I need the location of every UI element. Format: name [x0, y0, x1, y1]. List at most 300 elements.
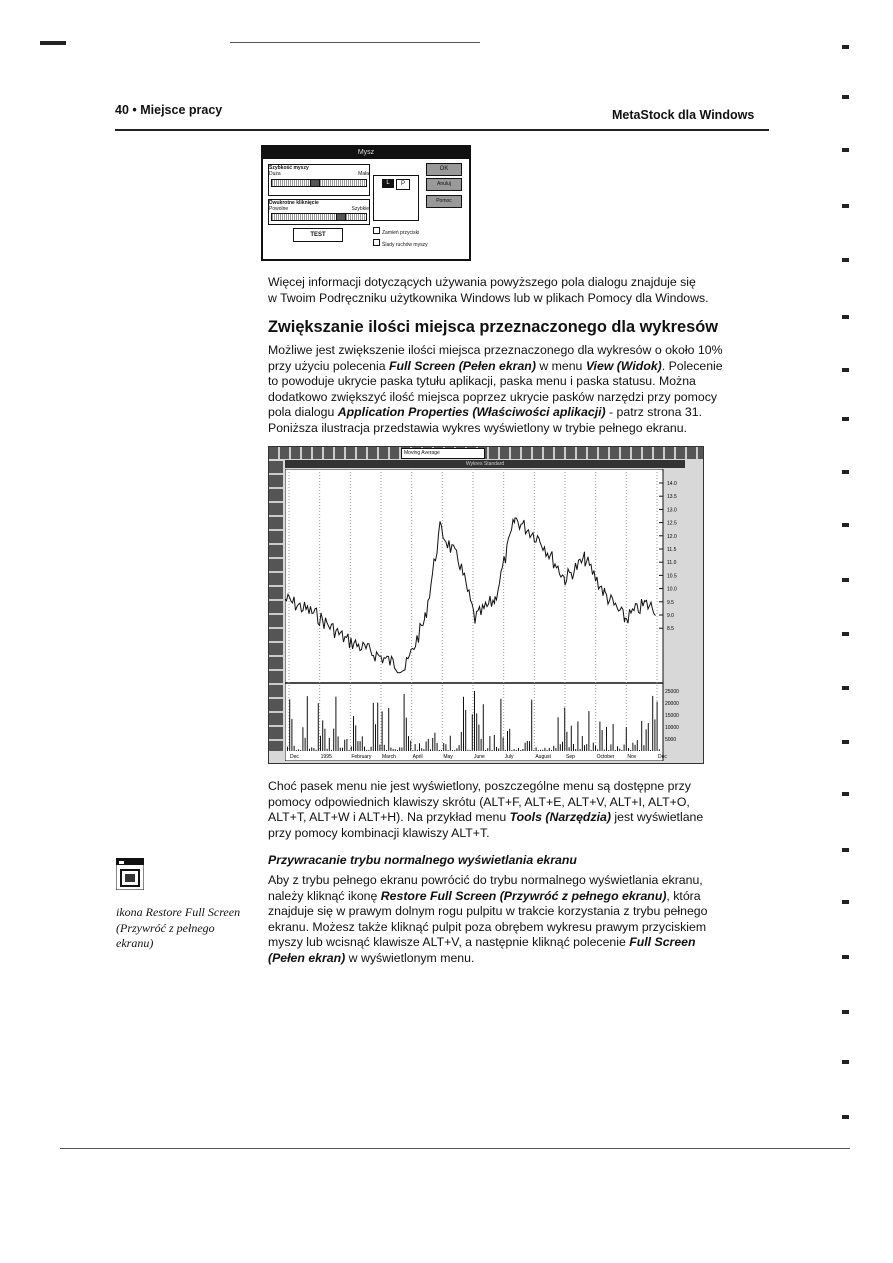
scan-mark	[842, 900, 849, 904]
volume-bar	[626, 727, 627, 751]
para1-line2: w Twoim Podręczniku użytkownika Windows lub w plikach Pomocy dla Windows.	[268, 290, 709, 305]
para3-line2: pomocy odpowiednich klawiszy skrótu (ALT+F, ALT+E, ALT+V, ALT+I, ALT+O,	[268, 794, 690, 809]
volume-bar	[646, 729, 647, 751]
volume-bar	[305, 738, 306, 751]
volume-bar	[615, 750, 616, 751]
volume-bar	[335, 697, 336, 751]
para2-line6: Poniższa ilustracja przedstawia wykres wyświetlony w trybie pełnego ekranu.	[268, 420, 687, 435]
scan-mark	[842, 258, 849, 262]
para3-line3a: ALT+T, ALT+W i ALT+H). Na przykład menu	[268, 810, 510, 825]
scan-mark	[842, 792, 849, 796]
price-tick-label: 12.5	[667, 520, 677, 527]
paragraph-1	[268, 275, 709, 306]
scan-mark	[842, 95, 849, 99]
mouse-preview-box	[373, 175, 419, 221]
volume-bar	[588, 711, 589, 751]
price-tick-label: 11.0	[667, 560, 677, 567]
volume-bar	[547, 750, 548, 751]
volume-bar	[366, 750, 367, 751]
paragraph-3	[268, 779, 703, 841]
volume-bar	[412, 750, 413, 751]
subheading: Przywracanie trybu normalnego wyświetlania ekranu	[268, 853, 577, 867]
volume-bar	[518, 748, 519, 751]
volume-bar	[619, 749, 620, 751]
full-screen-term-3: (Pełen ekran)	[268, 950, 346, 965]
toolbar	[269, 447, 703, 459]
volume-bar	[553, 746, 554, 751]
volume-bar	[564, 708, 565, 751]
volume-bar	[368, 750, 369, 751]
speed-right-label: Mała	[358, 171, 369, 177]
price-tick-label: 10.0	[667, 586, 677, 593]
volume-bar	[329, 738, 330, 751]
volume-bar	[448, 750, 449, 751]
volume-tick-label: 15000	[665, 713, 679, 719]
volume-tick-label: 25000	[665, 689, 679, 695]
volume-bar	[423, 749, 424, 751]
volume-bar	[509, 729, 510, 751]
month-label: February	[351, 754, 372, 760]
volume-bar	[472, 714, 473, 751]
volume-bar	[639, 750, 640, 751]
volume-bar	[606, 727, 607, 751]
volume-bar	[624, 745, 625, 751]
volume-bar	[360, 741, 361, 751]
price-tick-label: 13.5	[667, 494, 677, 501]
para4-line3: znajduje się w prawym dolnym rogu pulpitu w trakcie korzystania z trybu pełnego	[268, 904, 708, 919]
volume-bar	[452, 750, 453, 751]
volume-bar	[344, 740, 345, 751]
volume-bar	[635, 745, 636, 751]
volume-bar	[648, 723, 649, 751]
volume-bar	[289, 699, 290, 751]
scan-mark	[842, 955, 849, 959]
para3-line3	[268, 810, 703, 826]
volume-bar	[386, 750, 387, 751]
scan-mark	[842, 578, 849, 582]
mouse-dialog-screenshot	[261, 145, 471, 261]
volume-bar	[324, 729, 325, 751]
scan-mark	[842, 1060, 849, 1064]
volume-bar	[529, 741, 530, 751]
full-screen-chart-screenshot	[268, 446, 704, 764]
month-label: Nov	[627, 754, 637, 760]
volume-bar	[507, 731, 508, 751]
para3-line1: Choć pasek menu nie jest wyświetlony, poszczególne menu są dostępne przy	[268, 779, 691, 793]
volume-bar	[652, 696, 653, 751]
application-properties-term: Application Properties (Właściwości aplikacji)	[337, 405, 606, 420]
volume-bar	[643, 745, 644, 751]
volume-bar	[313, 748, 314, 751]
volume-bar	[331, 750, 332, 751]
volume-bar	[434, 733, 435, 751]
month-label: October	[596, 754, 615, 760]
volume-bar	[333, 729, 334, 751]
scan-mark	[842, 632, 849, 636]
price-tick-label: 12.0	[667, 533, 677, 540]
scan-line-top	[230, 42, 480, 43]
volume-axis	[665, 689, 679, 743]
month-label: Dec	[658, 754, 667, 760]
price-tick-label: 9.5	[667, 599, 674, 606]
help-button[interactable]: Pomoc	[426, 195, 462, 208]
double-click-right-label: Szybkie	[351, 206, 369, 212]
para4-line2	[268, 889, 707, 905]
volume-bar	[630, 750, 631, 751]
speed-group	[268, 164, 370, 196]
volume-bar	[410, 741, 411, 751]
scan-mark	[842, 45, 849, 49]
month-label: August	[535, 754, 551, 760]
swap-buttons-label: Zamień przyciski	[382, 230, 420, 236]
volume-bar	[406, 718, 407, 751]
volume-bar	[294, 746, 295, 751]
scan-mark	[842, 368, 849, 372]
volume-bar	[595, 746, 596, 751]
volume-bar	[485, 750, 486, 751]
volume-bar	[401, 747, 402, 751]
month-label: July	[504, 754, 514, 760]
price-tick-label: 13.0	[667, 507, 677, 514]
volume-bar	[522, 749, 523, 751]
volume-bar	[397, 750, 398, 751]
paragraph-2	[268, 343, 723, 437]
price-tick-label: 11.5	[667, 547, 677, 553]
volume-bar	[300, 750, 301, 751]
volume-bar	[632, 743, 633, 751]
volume-bar	[432, 738, 433, 751]
volume-bar	[659, 749, 660, 751]
volume-bar	[426, 741, 427, 751]
volume-bar	[533, 750, 534, 751]
chart-area	[285, 469, 703, 761]
volume-bar	[342, 748, 343, 751]
para2-line2e: . Polecenie	[661, 358, 723, 373]
volume-tick-label: 10000	[665, 725, 679, 731]
para2-line5c: - patrz strona 31.	[605, 405, 702, 420]
volume-bar	[527, 741, 528, 751]
scan-mark	[842, 470, 849, 474]
volume-bar	[450, 736, 451, 751]
volume-bar	[602, 730, 603, 751]
volume-bar	[525, 743, 526, 751]
volume-bar	[531, 700, 532, 751]
scan-mark	[842, 315, 849, 319]
full-screen-term: Full Screen (Pełen ekran)	[388, 358, 536, 373]
volume-bar	[459, 745, 460, 751]
speed-group-label: Szybkość myszy	[269, 165, 309, 171]
volume-bar	[311, 747, 312, 751]
volume-bar	[514, 749, 515, 751]
header-rule	[115, 129, 769, 131]
volume-bar	[415, 744, 416, 751]
scan-mark-top-left	[40, 41, 66, 45]
mouse-trails-checkbox[interactable]	[373, 239, 428, 248]
test-button[interactable]: TEST	[293, 228, 343, 242]
volume-bar	[516, 750, 517, 751]
para4-line1: Aby z trybu pełnego ekranu powrócić do trybu normalnego wyświetlania ekranu,	[268, 873, 703, 887]
double-click-left-label: Powolne	[269, 206, 289, 212]
para2-line5a: pola dialogu	[268, 405, 338, 420]
volume-bar	[586, 744, 587, 751]
volume-bar	[338, 736, 339, 751]
month-label: March	[382, 754, 396, 760]
volume-bar	[382, 711, 383, 751]
dialog-title: Mysz	[263, 147, 469, 159]
volume-bar	[467, 750, 468, 751]
volume-bar	[421, 748, 422, 751]
scan-mark	[842, 686, 849, 690]
volume-bar	[489, 736, 490, 751]
volume-bar	[327, 749, 328, 751]
para2-line1: Możliwe jest zwiększenie ilości miejsca przeznaczonego dla wykresów o około 10%	[268, 343, 723, 357]
scan-mark	[842, 1010, 849, 1014]
side-toolbar	[269, 461, 283, 751]
chart-window-title: Wykres Standard	[285, 460, 685, 468]
para2-line2	[268, 359, 723, 375]
volume-bar	[498, 748, 499, 751]
volume-bar	[597, 749, 598, 751]
scan-mark	[842, 417, 849, 421]
para3-line3c: jest wyświetlane	[610, 810, 704, 825]
volume-bar	[463, 697, 464, 751]
volume-bar	[654, 719, 655, 751]
volume-bar	[419, 743, 420, 751]
volume-bar	[549, 748, 550, 751]
para4-line4: ekranu. Możesz także kliknąć pulpit poza obrębem wykresu prawym przyciskiem	[268, 919, 707, 934]
double-click-group	[268, 199, 370, 225]
moving-average-field[interactable]: Moving Average	[401, 448, 485, 459]
month-label: May	[443, 754, 453, 760]
volume-bar	[364, 747, 365, 751]
month-label: 1995	[320, 754, 332, 760]
volume-bar	[483, 704, 484, 751]
volume-bar	[351, 746, 352, 751]
volume-bar	[445, 744, 446, 751]
view-menu-term: View (Widok)	[585, 358, 662, 373]
volume-bar	[573, 744, 574, 751]
caption-line3: ekranu)	[116, 936, 154, 950]
para2-line2c: w menu	[535, 358, 586, 373]
volume-bar	[540, 750, 541, 751]
icon-caption	[116, 905, 266, 952]
volume-bar	[584, 745, 585, 751]
volume-bar	[604, 750, 605, 751]
volume-bar	[637, 740, 638, 751]
volume-bar	[610, 744, 611, 751]
month-label: April	[412, 754, 423, 760]
price-tick-label: 8.5	[667, 626, 674, 633]
price-tick-label: 9.0	[667, 613, 674, 619]
volume-bar	[580, 749, 581, 751]
volume-bar	[544, 748, 545, 751]
volume-bar	[542, 750, 543, 751]
volume-bar	[487, 748, 488, 751]
para2-line2a: przy użyciu polecenia	[268, 358, 389, 373]
month-label: Dec	[290, 754, 299, 760]
section-heading: Zwiększanie ilości miejsca przeznaczonego dla wykresów	[268, 318, 719, 336]
para4-line2c: , która	[666, 888, 701, 903]
price-tick-label: 10.5	[667, 573, 677, 580]
volume-bar	[316, 750, 317, 751]
volume-bar	[470, 750, 471, 751]
left-button-box: L	[382, 179, 394, 188]
volume-bar	[582, 736, 583, 751]
running-header-left: 40 • Miejsce pracy	[115, 103, 223, 117]
para4-line5	[268, 935, 707, 951]
price-tick-label: 14.0	[667, 481, 677, 487]
volume-bar	[465, 710, 466, 751]
volume-bar	[439, 750, 440, 751]
scan-mark	[842, 1115, 849, 1119]
volume-bar	[309, 749, 310, 751]
volume-bar	[379, 745, 380, 751]
volume-bar	[371, 747, 372, 751]
volume-bar	[613, 724, 614, 751]
tools-menu-term: Tools (Narzędzia)	[509, 810, 611, 825]
restore-full-screen-icon	[116, 858, 144, 890]
para1-line1: Więcej informacji dotyczących używania powyższego pola dialogu znajduje się	[268, 275, 696, 289]
volume-bar	[608, 750, 609, 751]
volume-bar	[558, 717, 559, 751]
caption-line1: ikona Restore Full Screen	[116, 905, 241, 919]
volume-bar	[404, 694, 405, 751]
volume-bar	[551, 750, 552, 751]
para4-line2a: należy kliknąć ikonę	[268, 888, 381, 903]
volume-bar	[520, 750, 521, 751]
volume-bar	[353, 716, 354, 751]
mouse-trails-label: Ślady ruchów myszy	[382, 242, 428, 248]
volume-bar	[384, 745, 385, 751]
volume-bar	[393, 749, 394, 751]
volume-bar	[657, 702, 658, 751]
para4-line5a: myszy lub wcisnąć klawisze ALT+V, a następnie kliknąć polecenie	[268, 935, 630, 950]
volume-bar	[441, 750, 442, 751]
volume-tick-label: 5000	[665, 737, 677, 743]
volume-bar	[318, 703, 319, 751]
swap-buttons-checkbox[interactable]	[373, 227, 419, 236]
volume-bar	[443, 743, 444, 751]
volume-bar	[417, 750, 418, 751]
scan-mark	[842, 523, 849, 527]
volume-tick-label: 20000	[665, 701, 679, 707]
double-click-label: Dwukrotne kliknięcie	[269, 200, 319, 206]
volume-bar	[617, 746, 618, 751]
ok-button[interactable]: OK	[426, 163, 462, 176]
month-label: June	[474, 754, 485, 760]
para4-line6	[268, 951, 707, 967]
volume-bar	[536, 747, 537, 751]
volume-bar	[476, 713, 477, 751]
volume-bar	[500, 699, 501, 751]
para2-line3: to powoduje ukrycie paska tytułu aplikacji, paska menu i paska statusu. Można	[268, 374, 696, 389]
para3-line4: przy pomocy kombinacji klawiszy ALT+T.	[268, 825, 490, 840]
volume-bar	[481, 739, 482, 751]
volume-bar	[307, 696, 308, 751]
volume-bar	[355, 725, 356, 751]
volume-bar	[291, 719, 292, 751]
paragraph-4	[268, 873, 707, 967]
volume-bar	[362, 736, 363, 751]
volume-bar	[569, 747, 570, 751]
volume-bar	[641, 721, 642, 751]
speed-slider[interactable]	[271, 179, 367, 187]
volume-bar	[388, 708, 389, 751]
volume-bar	[474, 691, 475, 751]
para4-line6b: w wyświetlonym menu.	[345, 950, 475, 965]
volume-bar	[357, 741, 358, 751]
volume-bar	[599, 722, 600, 751]
full-screen-term-2: Full Screen	[629, 935, 696, 950]
volume-bar	[454, 750, 455, 751]
volume-bar	[298, 749, 299, 751]
volume-bar	[494, 735, 495, 751]
volume-bar	[628, 748, 629, 751]
volume-bar	[399, 747, 400, 751]
volume-bar	[496, 747, 497, 751]
speed-left-label: Duża	[269, 171, 281, 177]
volume-bar	[349, 750, 350, 751]
scan-mark	[842, 848, 849, 852]
volume-bar	[430, 749, 431, 751]
volume-bar	[390, 748, 391, 751]
caption-line2: (Przywróć z pełnego	[116, 920, 215, 935]
volume-bar	[456, 748, 457, 751]
volume-bar	[408, 736, 409, 751]
volume-bar	[296, 750, 297, 751]
volume-bar	[566, 732, 567, 751]
volume-bar	[593, 743, 594, 751]
volume-bar	[437, 743, 438, 751]
volume-bar	[562, 742, 563, 751]
volume-bar	[322, 720, 323, 751]
volume-bar	[650, 750, 651, 751]
volume-bar	[571, 726, 572, 751]
volume-bar	[621, 750, 622, 751]
volume-bar	[395, 749, 396, 751]
restore-full-screen-term: Restore Full Screen (Przywróć z pełnego ekranu)	[380, 888, 667, 903]
footer-rule	[60, 1148, 850, 1149]
volume-bar	[591, 750, 592, 751]
volume-bar	[373, 703, 374, 751]
right-button-box: P	[396, 179, 410, 190]
volume-bar	[492, 750, 493, 751]
scan-mark	[842, 148, 849, 152]
double-click-slider[interactable]	[271, 213, 367, 221]
volume-bar	[575, 749, 576, 751]
para2-line4: dodatkowo zwiększyć ilość miejsca poprzez ukrycie pasków narzędzi przy pomocy	[268, 389, 718, 404]
scan-mark	[842, 740, 849, 744]
volume-bar	[428, 739, 429, 751]
volume-bar	[340, 748, 341, 751]
volume-bar	[505, 750, 506, 751]
month-label: Sep	[566, 754, 575, 760]
volume-bar	[538, 750, 539, 751]
volume-bar	[478, 725, 479, 751]
cancel-button[interactable]: Anuluj	[426, 178, 462, 191]
volume-bar	[287, 747, 288, 751]
scan-mark	[842, 204, 849, 208]
volume-bar	[560, 744, 561, 751]
volume-bar	[555, 748, 556, 751]
volume-bar	[577, 721, 578, 751]
volume-bar	[503, 737, 504, 751]
volume-bar	[375, 724, 376, 751]
running-header-right: MetaStock dla Windows	[612, 108, 755, 122]
para2-line5	[268, 405, 723, 421]
volume-bar	[320, 736, 321, 751]
volume-bar	[377, 703, 378, 751]
